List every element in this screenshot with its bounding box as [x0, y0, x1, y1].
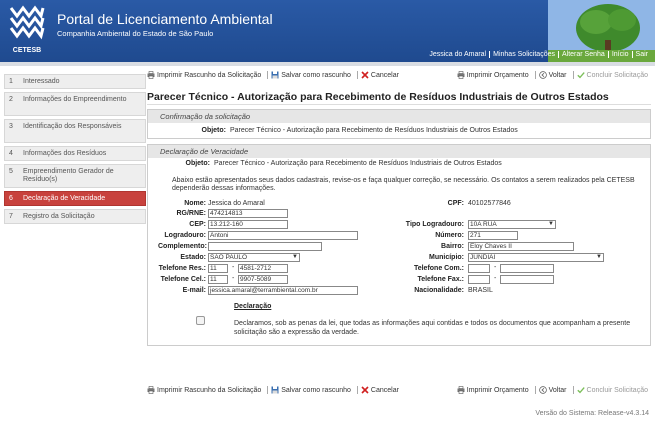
cetesb-logo-icon: [7, 4, 47, 48]
sidebar-item-residuos[interactable]: [4, 146, 146, 161]
declaration-title: Declaração: [234, 303, 272, 310]
save-draft-button[interactable]: [271, 71, 351, 79]
work-phone-input[interactable]: [500, 264, 554, 273]
street-input[interactable]: Antoni: [208, 231, 358, 240]
cancel-button[interactable]: [361, 71, 399, 79]
back-arrow-icon: [539, 386, 547, 394]
save-icon: [271, 71, 279, 79]
back-label: Voltar: [548, 71, 567, 79]
intro-text: Abaixo estão apresentados seus dados cadastrais, revise-os e faça qualquer correção, se necessário. Os contatos a serem realizados pela CETESB dependerão dessas informações.: [172, 177, 635, 192]
sidebar-item-veracidade[interactable]: [4, 191, 146, 206]
street-label: Logradouro:: [164, 232, 206, 239]
step-number: 3: [9, 123, 13, 130]
toolbar-top: [147, 69, 651, 81]
portal-subtitle: Companhia Ambiental do Estado de São Paulo: [57, 29, 214, 38]
cancel-label: Cancelar: [370, 386, 399, 394]
nationality-label: Nacionalidade:: [414, 287, 464, 294]
cancel-button[interactable]: [361, 386, 399, 394]
print-draft-label: Imprimir Rascunho da Solicitação: [157, 71, 262, 79]
finish-label: Concluir Solicitação: [586, 386, 648, 394]
number-label: Número:: [435, 232, 464, 239]
street-type-label: Tipo Logradouro:: [405, 221, 464, 228]
sidebar-item-empreendimento[interactable]: [4, 92, 146, 116]
confirmation-heading: Confirmação da solicitação: [148, 110, 650, 123]
declaration-checkbox[interactable]: [196, 316, 205, 325]
phone-dash: -: [232, 275, 235, 282]
sidebar-item-responsaveis[interactable]: [4, 119, 146, 143]
email-label: E-mail:: [182, 287, 206, 294]
city-select[interactable]: JUNDIAI ▼: [468, 253, 604, 262]
back-arrow-icon: [539, 71, 547, 79]
print-draft-label: Imprimir Rascunho da Solicitação: [157, 386, 262, 394]
fax-ddd-input[interactable]: [468, 275, 490, 284]
declaration-object-label: Objeto:: [185, 160, 210, 167]
printer-icon: [457, 71, 465, 79]
name-value: Jessica do Amaral: [208, 200, 265, 207]
cep-label: CEP:: [189, 221, 206, 228]
separator: [573, 71, 574, 79]
separator: [357, 386, 358, 394]
close-icon: [361, 386, 369, 394]
checkmark-icon: [577, 71, 585, 79]
step-number: 5: [9, 168, 13, 175]
close-icon: [361, 71, 369, 79]
top-nav: [426, 51, 651, 58]
phone-dash: -: [494, 275, 497, 282]
step-number: 2: [9, 96, 13, 103]
finish-request-button[interactable]: [577, 386, 648, 394]
number-input[interactable]: 271: [468, 231, 518, 240]
email-input[interactable]: jessica.amaral@terrambiental.com.br: [208, 286, 358, 295]
logo-text: CETESB: [12, 47, 42, 54]
declaration-text: Declaramos, sob as penas da lei, que todas as informações aqui contidas e todos os documentos que acompanham a presente solicitação são a expressão da verdade.: [234, 320, 631, 336]
printer-icon: [147, 386, 155, 394]
sidebar-item-label: Identificação dos Responsáveis: [23, 123, 122, 130]
phone-dash: -: [494, 264, 497, 271]
sidebar: [4, 74, 146, 227]
print-draft-button[interactable]: [147, 71, 261, 79]
finish-label: Concluir Solicitação: [586, 71, 648, 79]
save-icon: [271, 386, 279, 394]
print-budget-label: Imprimir Orçamento: [466, 71, 529, 79]
sidebar-item-label: Informações do Empreendimento: [23, 96, 127, 103]
declaration-heading: Declaração de Veracidade: [148, 145, 650, 158]
sidebar-item-label: Informações dos Resíduos: [23, 150, 107, 157]
object-label: Objeto:: [201, 127, 226, 134]
back-button[interactable]: [539, 71, 567, 79]
toolbar-bottom: [147, 384, 651, 396]
nationality-value: BRASIL: [468, 287, 493, 294]
confirmation-body: [148, 123, 650, 139]
fax-label: Telefone Fax.:: [417, 276, 464, 283]
system-version: Versão do Sistema: Release-v4.3.14: [535, 410, 649, 417]
print-budget-button[interactable]: [457, 386, 529, 394]
declaration-object-value: Parecer Técnico - Autorização para Recebimento de Resíduos Industriais de Outros Estados: [214, 160, 502, 167]
toolbar-right: [457, 71, 651, 79]
change-password-link[interactable]: Alterar Senha: [558, 51, 608, 58]
sidebar-item-interessado[interactable]: [4, 74, 146, 89]
sidebar-item-label: Declaração de Veracidade: [23, 195, 106, 202]
cpf-label: CPF:: [447, 200, 464, 207]
confirmation-panel: [147, 109, 651, 139]
street-type-select[interactable]: 10A RUA ▼: [468, 220, 556, 229]
mobile-phone-ddd-input[interactable]: 11: [208, 275, 228, 284]
step-number: 7: [9, 213, 13, 220]
phone-dash: -: [232, 264, 235, 271]
print-budget-label: Imprimir Orçamento: [466, 386, 529, 394]
mobile-phone-input[interactable]: 9907-5089: [238, 275, 288, 284]
printer-icon: [457, 386, 465, 394]
back-button[interactable]: [539, 386, 567, 394]
complement-label: Complemento:: [158, 243, 207, 250]
back-label: Voltar: [548, 386, 567, 394]
declaration-panel: [147, 144, 651, 346]
name-label: Nome:: [184, 200, 206, 207]
cancel-label: Cancelar: [370, 71, 399, 79]
declaration-body: [148, 158, 650, 346]
cep-input[interactable]: 13.212-160: [208, 220, 288, 229]
sidebar-item-gerador[interactable]: [4, 164, 146, 188]
state-label: Estado:: [180, 254, 206, 261]
logout-link[interactable]: Sair: [632, 51, 651, 58]
print-budget-button[interactable]: [457, 71, 529, 79]
save-draft-label: Salvar como rascunho: [281, 386, 351, 394]
district-label: Bairro:: [441, 243, 464, 250]
fax-input[interactable]: [500, 275, 554, 284]
step-number: 6: [9, 195, 13, 202]
rg-label: RG/RNE:: [176, 210, 206, 217]
header-divider: [0, 62, 655, 66]
mobile-phone-label: Telefone Cel.:: [160, 276, 206, 283]
district-input[interactable]: Eloy Chaves II: [468, 242, 574, 251]
separator: [573, 386, 574, 394]
my-requests-link[interactable]: Minhas Solicitações: [489, 51, 558, 58]
checkmark-icon: [577, 386, 585, 394]
printer-icon: [147, 71, 155, 79]
sidebar-item-registro[interactable]: [4, 209, 146, 224]
save-draft-button[interactable]: [271, 386, 351, 394]
user-link[interactable]: Jessica do Amaral: [429, 51, 487, 58]
step-number: 4: [9, 150, 13, 157]
save-draft-label: Salvar como rascunho: [281, 71, 351, 79]
work-phone-ddd-input[interactable]: [468, 264, 490, 273]
toolbar-right: [457, 386, 651, 394]
sidebar-item-label: Empreendimento Gerador de Resíduo(s): [23, 168, 114, 183]
rg-input[interactable]: 474214813: [208, 209, 288, 218]
sidebar-item-label: Interessado: [23, 78, 60, 85]
sidebar-item-label: Registro da Solicitação: [23, 213, 95, 220]
city-label: Município:: [429, 254, 464, 261]
separator: [267, 71, 268, 79]
separator: [267, 386, 268, 394]
separator: [357, 71, 358, 79]
header: [0, 0, 655, 62]
page-title: Parecer Técnico - Autorização para Recebimento de Resíduos Industriais de Outros Estados: [147, 91, 609, 103]
title-divider: [147, 104, 651, 105]
portal-title: Portal de Licenciamento Ambiental: [57, 11, 273, 27]
home-phone-label: Telefone Res.:: [158, 265, 206, 272]
object-value: Parecer Técnico - Autorização para Recebimento de Resíduos Industriais de Outros Estados: [230, 127, 518, 134]
complement-input[interactable]: [208, 242, 322, 251]
cpf-value: 40102577846: [468, 200, 511, 207]
state-select[interactable]: SAO PAULO ▼: [208, 253, 300, 262]
separator: [535, 386, 536, 394]
step-number: 1: [9, 78, 13, 85]
finish-request-button[interactable]: [577, 71, 648, 79]
separator: [535, 71, 536, 79]
home-link[interactable]: Início: [608, 51, 632, 58]
work-phone-label: Telefone Com.:: [413, 265, 464, 272]
print-draft-button[interactable]: [147, 386, 261, 394]
home-phone-input[interactable]: 4581-2712: [238, 264, 288, 273]
home-phone-ddd-input[interactable]: 11: [208, 264, 228, 273]
